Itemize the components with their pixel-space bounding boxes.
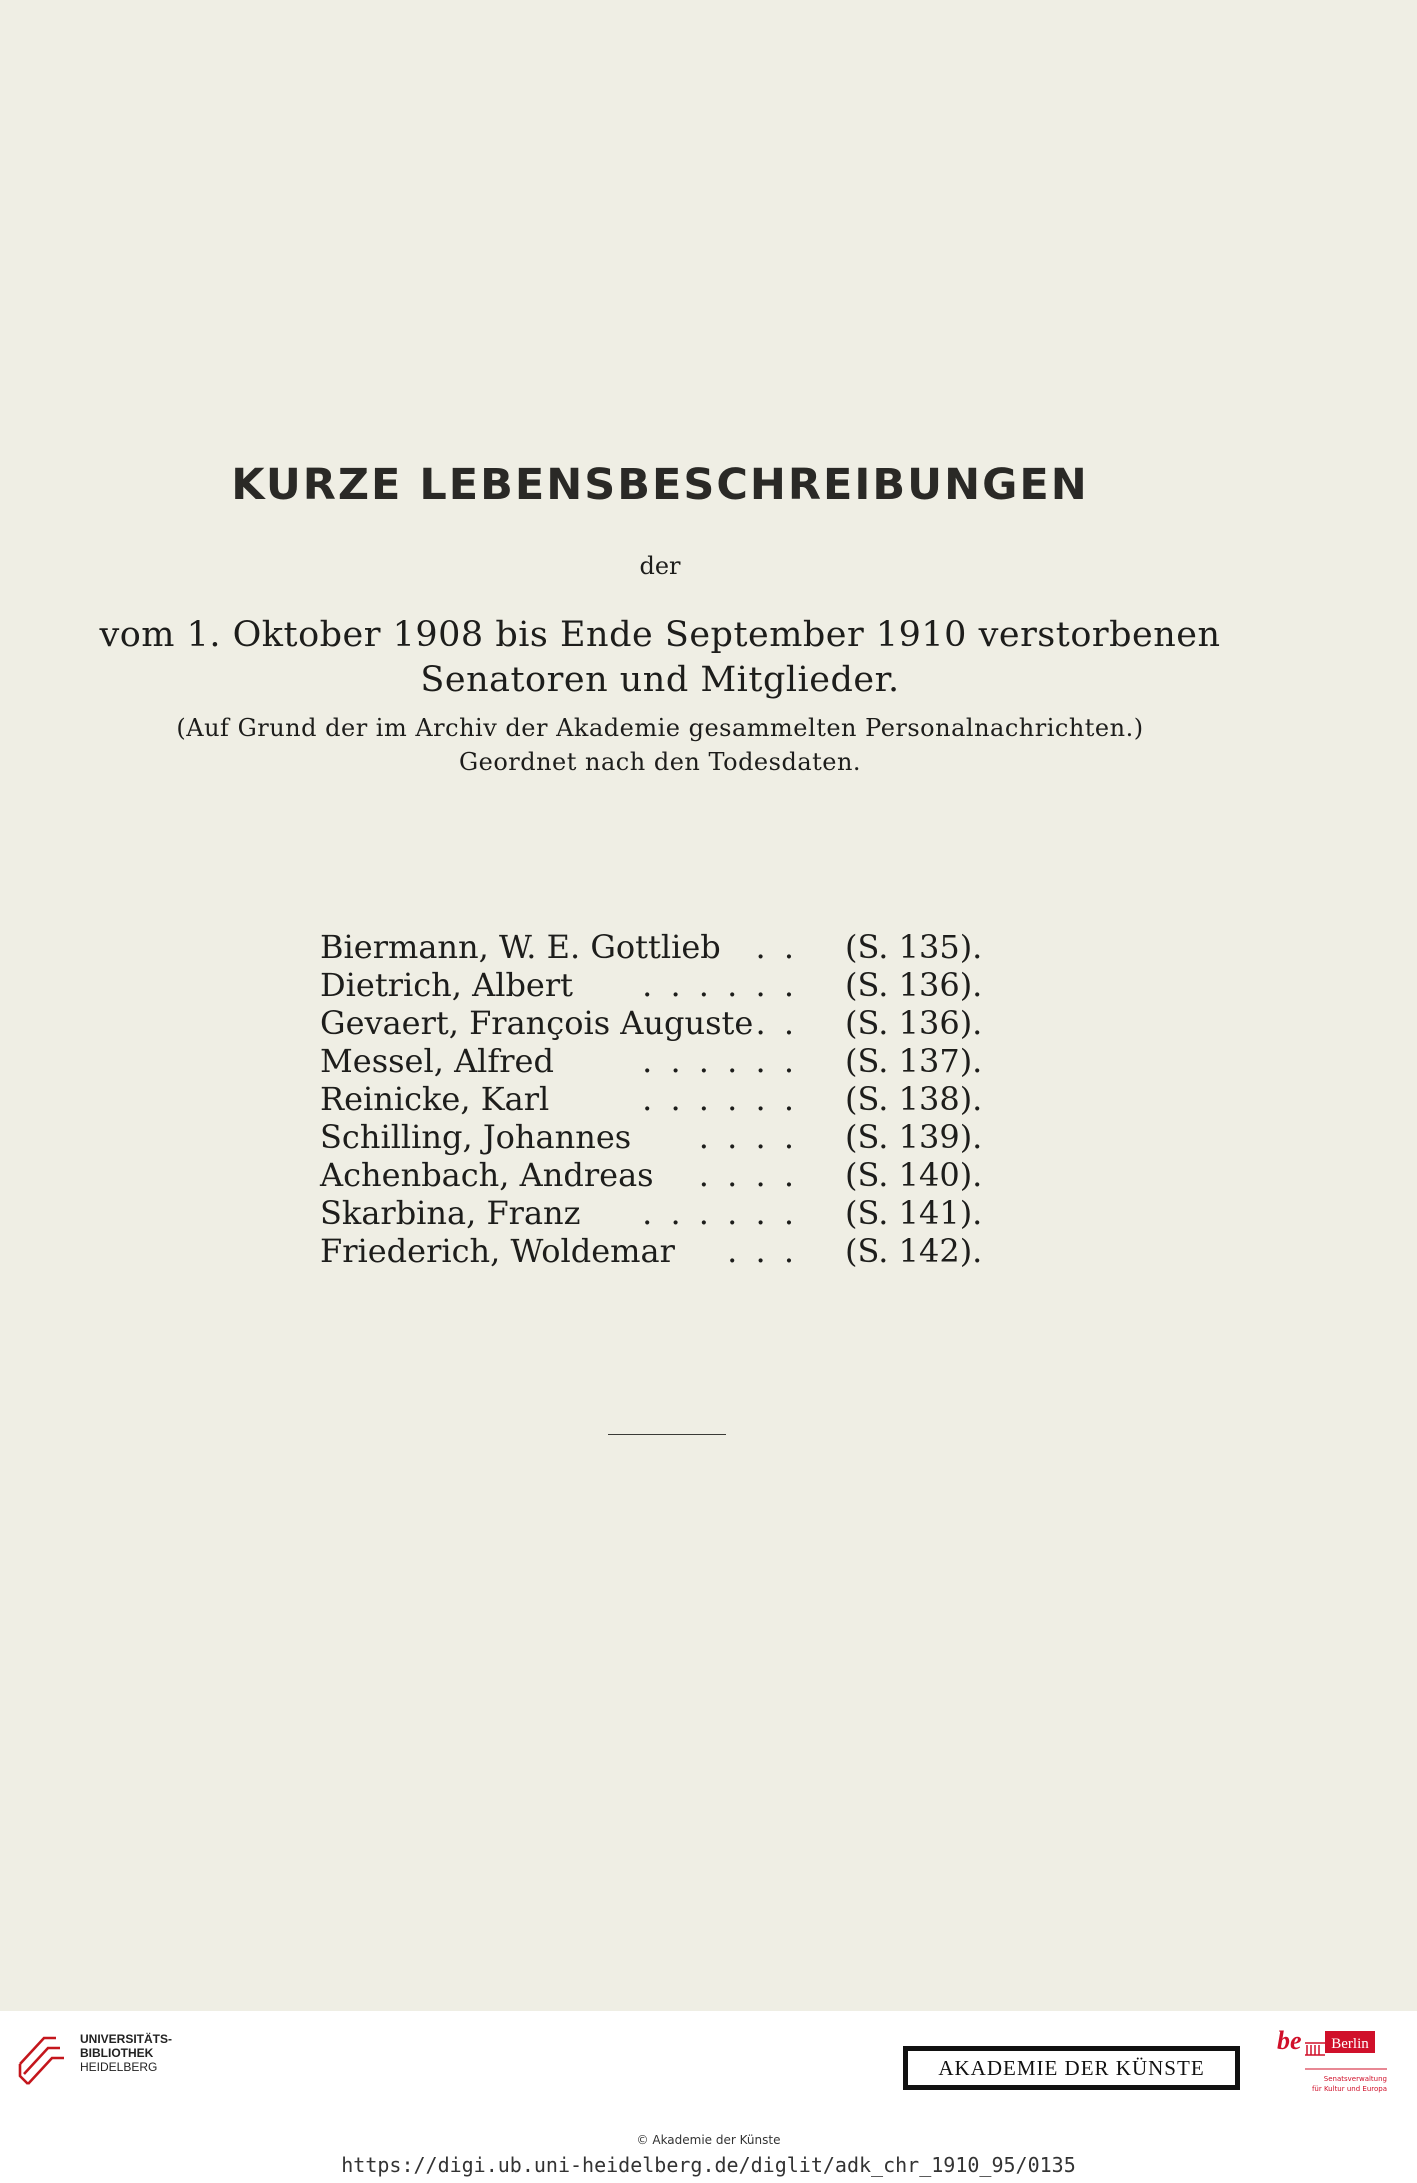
permalink-url[interactable]: https://digi.ub.uni-heidelberg.de/diglit/adk_chr_1910_95/0135 [341, 2153, 1076, 2177]
leader-dots: . . [755, 928, 798, 966]
list-item [320, 1156, 1000, 1194]
be-text: be [1277, 2026, 1302, 2055]
akademie-der-kuenste-logo[interactable] [903, 2046, 1240, 2090]
entry-name: Skarbina, Franz [320, 1194, 581, 1232]
entry-name: Gevaert, François Auguste [320, 1004, 754, 1042]
entry-name: Schilling, Johannes [320, 1118, 632, 1156]
entry-name: Biermann, W. E. Gottlieb [320, 928, 721, 966]
leader-dots: . . . . . . [642, 1042, 798, 1080]
leader-dots: . . . . . . [642, 966, 798, 1004]
list-item [320, 1042, 1000, 1080]
entry-name: Friederich, Woldemar [320, 1232, 675, 1270]
entry-name: Dietrich, Albert [320, 966, 574, 1004]
be-berlin-logo-icon[interactable] [1275, 2025, 1395, 2105]
leader-dots: . . . [727, 1232, 798, 1270]
ub-line-1: UNIVERSITÄTS- [80, 2032, 173, 2046]
entry-name: Messel, Alfred [320, 1042, 554, 1080]
page-reference: (S. 135). [845, 928, 983, 966]
berlin-sub-2: für Kultur und Europa [1311, 2085, 1387, 2093]
closing-rule [608, 1434, 726, 1435]
ub-line-2: BIBLIOTHEK [80, 2046, 154, 2060]
berlin-sub-1: Senatsverwaltung [1323, 2075, 1387, 2083]
page-reference: (S. 136). [845, 966, 983, 1004]
list-item [320, 1080, 1000, 1118]
entry-list [320, 928, 1000, 1270]
page-reference: (S. 139). [845, 1118, 983, 1156]
page-title: KURZE LEBENSBESCHREIBUNGEN [231, 460, 1089, 510]
berlin-text: Berlin [1331, 2036, 1369, 2052]
ub-line-3: HEIDELBERG [80, 2060, 158, 2074]
list-item [320, 1194, 1000, 1232]
list-item [320, 1232, 1000, 1270]
ub-heidelberg-logo-icon[interactable] [14, 2024, 70, 2094]
entry-name: Achenbach, Andreas [320, 1156, 654, 1194]
page-reference: (S. 141). [845, 1194, 983, 1232]
list-item [320, 966, 1000, 1004]
adk-label: AKADEMIE DER KÜNSTE [908, 2051, 1235, 2085]
subtitle-der: der [639, 552, 681, 580]
ordering-note: Geordnet nach den Todesdaten. [458, 748, 862, 776]
entry-name: Reinicke, Karl [320, 1080, 550, 1118]
leader-dots: . . [755, 1004, 798, 1042]
leader-dots: . . . . [698, 1118, 798, 1156]
page-reference: (S. 140). [845, 1156, 983, 1194]
list-item [320, 928, 1000, 966]
ub-heidelberg-wordmark[interactable] [80, 2032, 172, 2074]
subtitle-line-2: Senatoren und Mitglieder. [420, 660, 900, 700]
leader-dots: . . . . [698, 1156, 798, 1194]
copyright-notice: © Akademie der Künste [636, 2133, 781, 2147]
leader-dots: . . . . . . [642, 1194, 798, 1232]
list-item [320, 1004, 1000, 1042]
list-item [320, 1118, 1000, 1156]
footer-bar [0, 2011, 1417, 2183]
subtitle-line-1: vom 1. Oktober 1908 bis Ende September 1910 verstorbenen [99, 615, 1221, 655]
page-reference: (S. 142). [845, 1232, 983, 1270]
page-reference: (S. 136). [845, 1004, 983, 1042]
leader-dots: . . . . . . [642, 1080, 798, 1118]
page-reference: (S. 137). [845, 1042, 983, 1080]
page-reference: (S. 138). [845, 1080, 983, 1118]
source-note: (Auf Grund der im Archiv der Akademie gesammelten Personalnachrichten.) [176, 714, 1144, 742]
